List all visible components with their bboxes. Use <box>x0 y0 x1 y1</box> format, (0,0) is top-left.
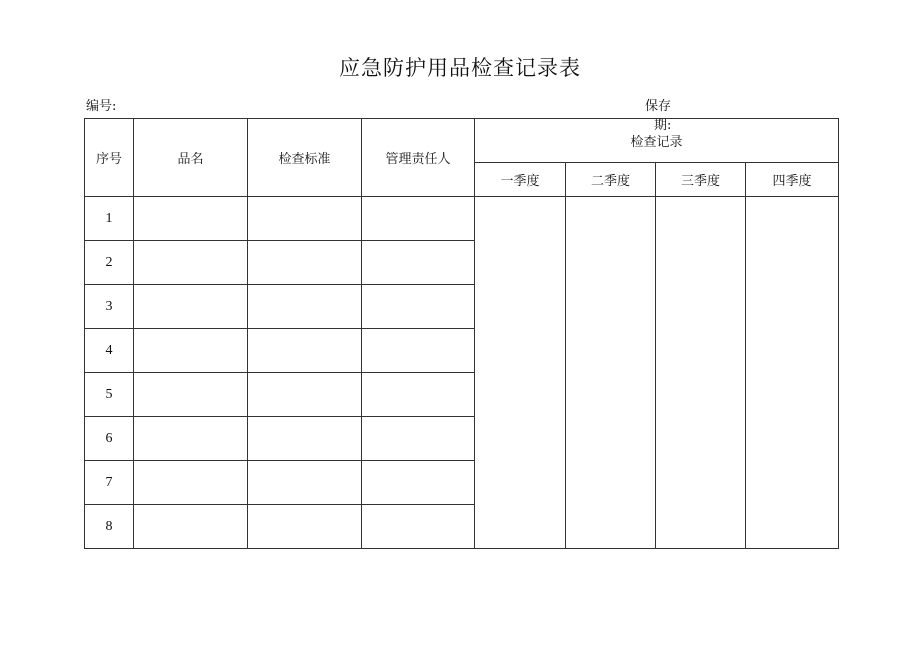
header-quarter-4: 四季度 <box>746 163 839 197</box>
row-seq: 1 <box>85 197 134 241</box>
item-cell[interactable] <box>134 285 248 329</box>
manager-cell[interactable] <box>362 197 475 241</box>
keep-period-label: 保存 <box>645 99 672 114</box>
standard-cell[interactable] <box>248 329 362 373</box>
row-seq: 3 <box>85 285 134 329</box>
quarter-1-record-cell[interactable] <box>475 197 566 549</box>
header-quarter-1: 一季度 <box>475 163 566 197</box>
manager-cell[interactable] <box>362 461 475 505</box>
manager-cell[interactable] <box>362 285 475 329</box>
keep-period-label-cont: 期: <box>654 118 672 133</box>
quarter-3-record-cell[interactable] <box>656 197 746 549</box>
quarter-4-record-cell[interactable] <box>746 197 839 549</box>
header-item: 品名 <box>134 119 248 197</box>
standard-cell[interactable] <box>248 417 362 461</box>
header-standard: 检查标准 <box>248 119 362 197</box>
item-cell[interactable] <box>134 505 248 549</box>
manager-cell[interactable] <box>362 373 475 417</box>
page-title: 应急防护用品检查记录表 <box>339 56 581 80</box>
manager-cell[interactable] <box>362 329 475 373</box>
header-seq: 序号 <box>85 119 134 197</box>
header-record: 检查记录 <box>475 119 839 163</box>
number-label: 编号: <box>86 99 117 114</box>
item-cell[interactable] <box>134 329 248 373</box>
quarter-2-record-cell[interactable] <box>566 197 656 549</box>
standard-cell[interactable] <box>248 461 362 505</box>
header-quarter-3: 三季度 <box>656 163 746 197</box>
table-row <box>85 197 839 241</box>
standard-cell[interactable] <box>248 373 362 417</box>
item-cell[interactable] <box>134 197 248 241</box>
standard-cell[interactable] <box>248 241 362 285</box>
row-seq: 5 <box>85 373 134 417</box>
manager-cell[interactable] <box>362 505 475 549</box>
row-seq: 7 <box>85 461 134 505</box>
row-seq: 2 <box>85 241 134 285</box>
row-seq: 8 <box>85 505 134 549</box>
inspection-record-table <box>84 118 839 549</box>
standard-cell[interactable] <box>248 197 362 241</box>
standard-cell[interactable] <box>248 285 362 329</box>
item-cell[interactable] <box>134 461 248 505</box>
header-quarter-2: 二季度 <box>566 163 656 197</box>
row-seq: 4 <box>85 329 134 373</box>
standard-cell[interactable] <box>248 505 362 549</box>
manager-cell[interactable] <box>362 417 475 461</box>
row-seq: 6 <box>85 417 134 461</box>
item-cell[interactable] <box>134 241 248 285</box>
item-cell[interactable] <box>134 373 248 417</box>
item-cell[interactable] <box>134 417 248 461</box>
header-manager: 管理责任人 <box>362 119 475 197</box>
manager-cell[interactable] <box>362 241 475 285</box>
